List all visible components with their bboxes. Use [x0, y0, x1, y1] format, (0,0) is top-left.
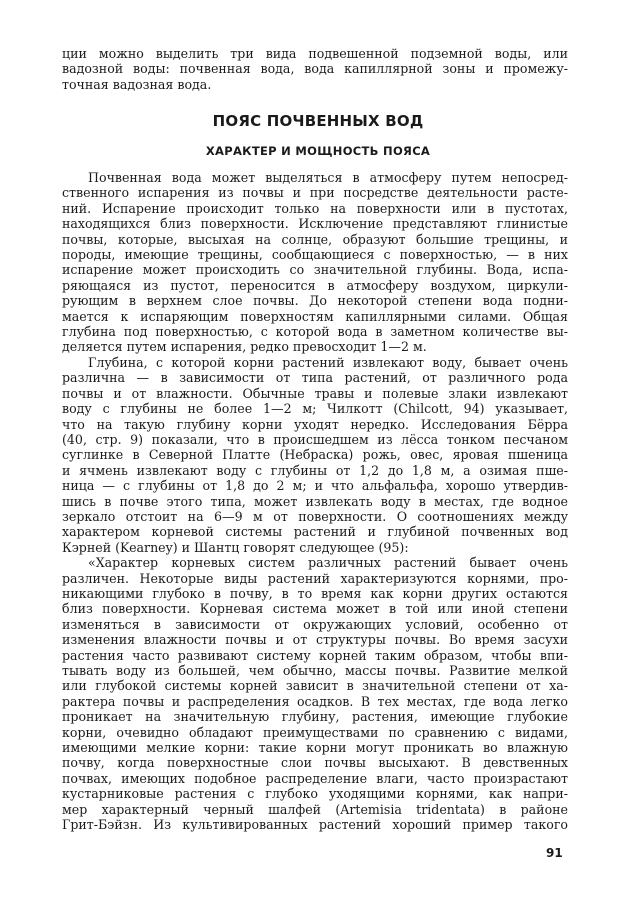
text-line: шись в почве этого типа, может извлекать воду в местах, где водное: [62, 493, 568, 509]
page-number: 91: [546, 846, 563, 860]
text-line: породы, имеющие трещины, сообщающиеся с поверхностью, — в них: [62, 247, 568, 263]
text-line: испарение может происходить со значительной глубины. Вода, испа-: [62, 262, 568, 278]
text-line: ряющаяся из пустот, переносится в атмосферу воздухом, циркули-: [62, 277, 568, 293]
text-line: никающими глубоко в почву, в то время как корни других остаются: [62, 585, 568, 601]
text-line: почвы, которые, высыхая на солнце, образуют большие трещины, и: [62, 231, 568, 247]
text-line: Почвенная вода может выделяться в атмосферу путем непосред-: [88, 170, 568, 185]
text-line: близ поверхности. Корневая система может в той или иной степени: [62, 601, 568, 617]
text-line: ний. Испарение происходит только на поверхности или в пустотах,: [62, 200, 568, 216]
text-line: суглинке в Северной Платте (Небраска) рожь, овес, яровая пшеница: [62, 447, 568, 463]
text-line: имеющими мелкие корни: такие корни могут проникать во влажную: [62, 740, 568, 756]
text-line: глубина под поверхностью, с которой вода в заметном количестве вы-: [62, 324, 568, 340]
text-line: изменения влажности почвы и от структуры почвы. Во время засухи: [62, 632, 568, 648]
text-line: «Характер корневых систем различных растений бывает очень: [88, 555, 568, 571]
text-line: вадозной воды: почвенная вода, вода капиллярной зоны и промежу-: [62, 61, 568, 77]
body-text: [62, 170, 568, 832]
text-line: характером корневой системы растений и глубиной почвенных вод: [62, 524, 568, 540]
text-line: корни, очевидно обладают преимуществами по сравнению с видами,: [62, 724, 568, 740]
text-line: почвах, имеющих подобное распределение влаги, часто произрастают: [62, 770, 568, 786]
text-line: точная вадозная вода.: [62, 76, 212, 92]
text-line: воду с глубины не более 1—2 м; Чилкотт (Chilcott, 94) указывает,: [62, 401, 568, 417]
text-line: растения часто развивают систему корней таким образом, чтобы впи-: [62, 647, 568, 663]
text-line: Кэрней (Kearney) и Шантц говорят следующее (95):: [62, 539, 409, 555]
text-line: ции можно выделить три вида подвешенной подземной воды, или: [62, 46, 568, 61]
text-line: изменяться в зависимости от окружающих условий, особенно от: [62, 616, 568, 632]
section-title: ПОЯС ПОЧВЕННЫХ ВОД: [212, 112, 424, 130]
text-line: ница — с глубины от 1,8 до 2 м; и что альфальфа, хорошо утвердив-: [62, 478, 568, 494]
text-line: рактера почвы и распределения осадков. В тех местах, где вода легко: [62, 693, 568, 709]
subsection-title: ХАРАКТЕР И МОЩНОСТЬ ПОЯСА: [205, 144, 431, 158]
text-line: кустарниковые растения с глубоко уходящими корнями, как напри-: [62, 786, 568, 802]
text-line: зеркало отстоит на 6—9 м от поверхности. О соотношениях между: [62, 508, 568, 524]
intro-paragraph: [62, 46, 568, 92]
text-line: ственного испарения из почвы и при посредстве деятельности расте-: [62, 185, 568, 201]
text-line: почвы и от влажности. Обычные травы и полевые злаки извлекают: [62, 385, 568, 401]
text-line: мер характерный черный шалфей (Artemisia tridentata) в районе: [62, 801, 568, 817]
text-line: деляется путем испарения, редко превосходит 1—2 м.: [62, 339, 427, 355]
text-line: (40, стр. 9) показали, что в происшедшем из лёсса тонком песчаном: [62, 431, 568, 447]
text-line: тывать воду из большей, чем обычно, массы почвы. Развитие мелкой: [62, 663, 568, 678]
text-line: и ячмень извлекают воду с глубины от 1,2 до 1,8 м, а озимая пше-: [62, 462, 568, 478]
text-line: различна — в зависимости от типа растений, от различного рода: [62, 370, 568, 386]
text-line: почву, когда поверхностные слои почвы высыхают. В девственных: [62, 755, 568, 771]
text-line: находящихся близ поверхности. Исключение представляют глинистые: [62, 216, 568, 232]
text-line: что на такую глубину корни уходят нередко. Исследования Бёрра: [62, 416, 568, 432]
text-line: или глубокой системы корней зависит в значительной степени от ха-: [62, 678, 568, 694]
text-line: Грит-Бэйзн. Из культивированных растений хороший пример такого: [62, 817, 568, 833]
text-line: различен. Некоторые виды растений характеризуются корнями, про-: [62, 570, 568, 586]
text-line: проникает на значительную глубину, растения, имеющие глубокие: [62, 709, 568, 725]
text-line: Глубина, с которой корни растений извлекают воду, бывает очень: [88, 354, 568, 370]
text-line: рующим в верхнем слое почвы. До некоторой степени вода подни-: [62, 293, 568, 309]
text-line: мается к испаряющим поверхностям капиллярными силами. Общая: [62, 308, 568, 324]
